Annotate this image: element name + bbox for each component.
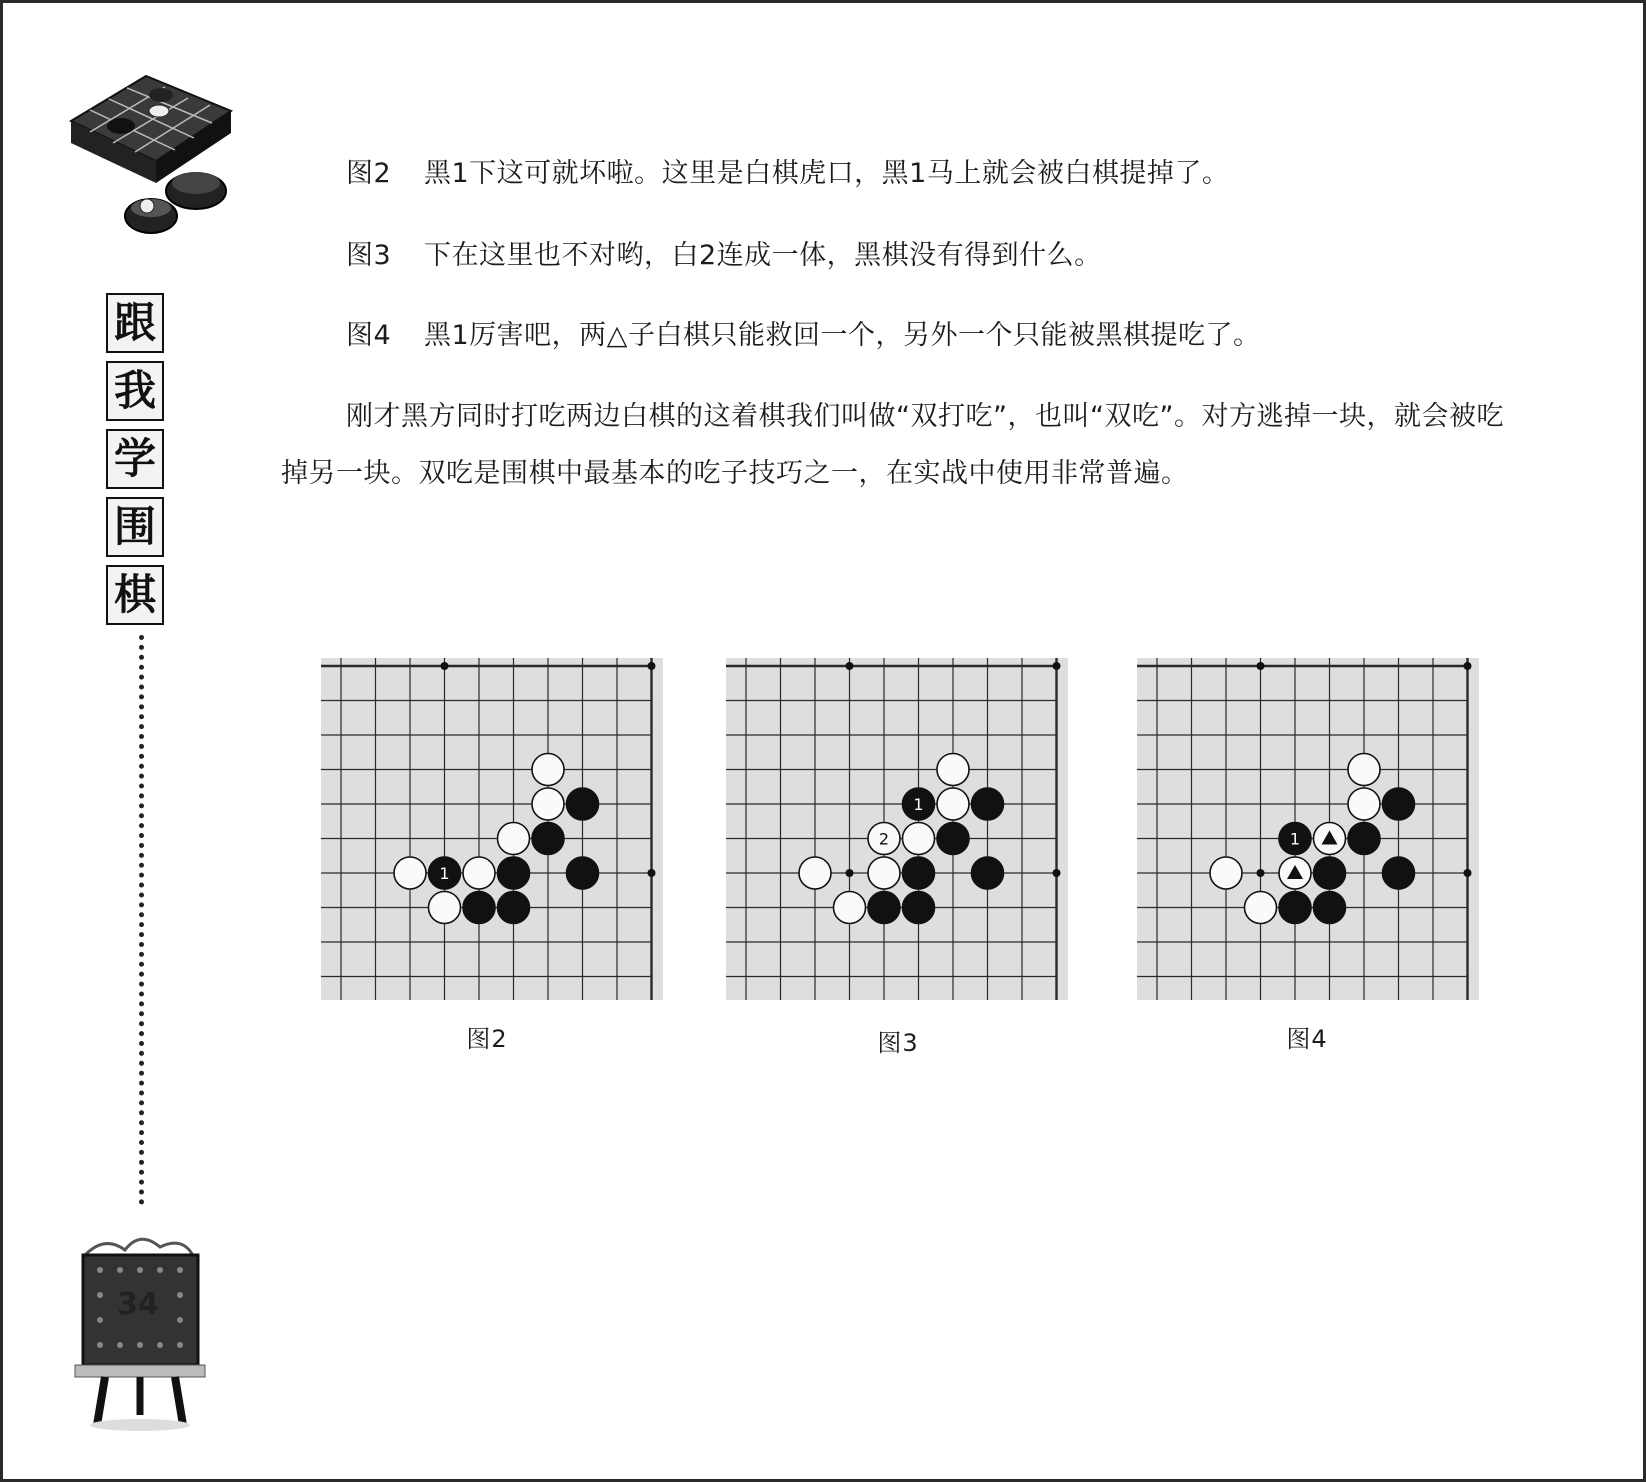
- star-point: [846, 662, 854, 670]
- paragraph-explanation: 刚才黑方同时打吃两边白棋的这着棋我们叫做“双打吃”，也叫“双吃”。对方逃掉一块，就会被吃掉另一块。双吃是围棋中最基本的吃子技巧之一，在实战中使用非常普遍。: [281, 401, 1504, 489]
- black-stone: [498, 857, 530, 889]
- black-stone: [463, 892, 495, 924]
- easel-board-icon: [65, 1225, 215, 1435]
- black-stone: [532, 823, 564, 855]
- white-stone: [1348, 788, 1380, 820]
- black-stone: [1383, 788, 1415, 820]
- star-point: [1053, 662, 1061, 670]
- move-number: 1: [1289, 829, 1301, 849]
- black-stone: [1383, 857, 1415, 889]
- white-stone: [937, 754, 969, 786]
- page-number: 34: [117, 1287, 159, 1322]
- go-board-logo-icon: [61, 71, 241, 241]
- black-stone: [1279, 892, 1311, 924]
- figure-ref: 图3: [346, 240, 392, 271]
- white-stone: [868, 857, 900, 889]
- series-title-char: 跟: [106, 293, 164, 353]
- white-stone: [834, 892, 866, 924]
- star-point: [648, 662, 656, 670]
- paragraph-fig3: [346, 233, 1102, 272]
- move-number: 1: [913, 795, 924, 814]
- series-title-char: 我: [106, 361, 164, 421]
- star-point: [1257, 662, 1265, 670]
- white-stone: [903, 823, 935, 855]
- black-stone: [1314, 857, 1346, 889]
- series-title-char: 围: [106, 497, 164, 557]
- go-diagram-fig3: [726, 658, 1068, 1000]
- star-point: [1464, 662, 1472, 670]
- diagram-caption: 图2: [466, 1025, 508, 1053]
- white-stone: [937, 788, 969, 820]
- star-point: [1257, 869, 1265, 877]
- star-point: [1464, 869, 1472, 877]
- paragraph-fig4: [346, 313, 1260, 352]
- series-title-char: 学: [106, 429, 164, 489]
- white-stone: [1348, 754, 1380, 786]
- move-number: 1: [439, 864, 450, 883]
- diagram-caption: 图4: [1286, 1025, 1328, 1053]
- dotted-divider: [139, 635, 144, 1205]
- figure-ref: 图4: [346, 320, 392, 351]
- go-diagram-fig4: [1137, 658, 1479, 1000]
- white-stone: [429, 892, 461, 924]
- black-stone: [567, 788, 599, 820]
- black-stone: [567, 857, 599, 889]
- white-stone: [463, 857, 495, 889]
- series-title: [104, 293, 166, 625]
- black-stone: [1314, 892, 1346, 924]
- star-point: [846, 869, 854, 877]
- paragraph-text: 下在这里也不对哟，白2连成一体，黑棋没有得到什么。: [424, 240, 1102, 271]
- go-diagram-fig2: [321, 658, 663, 1000]
- black-stone: [937, 823, 969, 855]
- white-stone: [799, 857, 831, 889]
- star-point: [1053, 869, 1061, 877]
- black-stone: [903, 857, 935, 889]
- black-stone: [498, 892, 530, 924]
- paragraph-text: 黑1厉害吧，两△子白棋只能救回一个，另外一个只能被黑棋提吃了。: [424, 320, 1261, 351]
- white-stone: [1245, 892, 1277, 924]
- paragraph-fig2: [346, 151, 1229, 190]
- figure-ref: 图2: [346, 158, 392, 189]
- black-stone: [972, 857, 1004, 889]
- move-number: 2: [878, 829, 890, 849]
- paragraph-text: 黑1下这可就坏啦。这里是白棋虎口，黑1马上就会被白棋提掉了。: [424, 158, 1230, 189]
- white-stone: [532, 788, 564, 820]
- black-stone: [972, 788, 1004, 820]
- white-stone: [1210, 857, 1242, 889]
- series-title-char: 棋: [106, 565, 164, 625]
- white-stone: [394, 857, 426, 889]
- star-point: [648, 869, 656, 877]
- black-stone: [903, 892, 935, 924]
- diagram-caption: 图3: [877, 1029, 919, 1057]
- black-stone: [1348, 823, 1380, 855]
- white-stone: [498, 823, 530, 855]
- star-point: [441, 662, 449, 670]
- black-stone: [868, 892, 900, 924]
- white-stone: [532, 754, 564, 786]
- board-background: [321, 658, 663, 1000]
